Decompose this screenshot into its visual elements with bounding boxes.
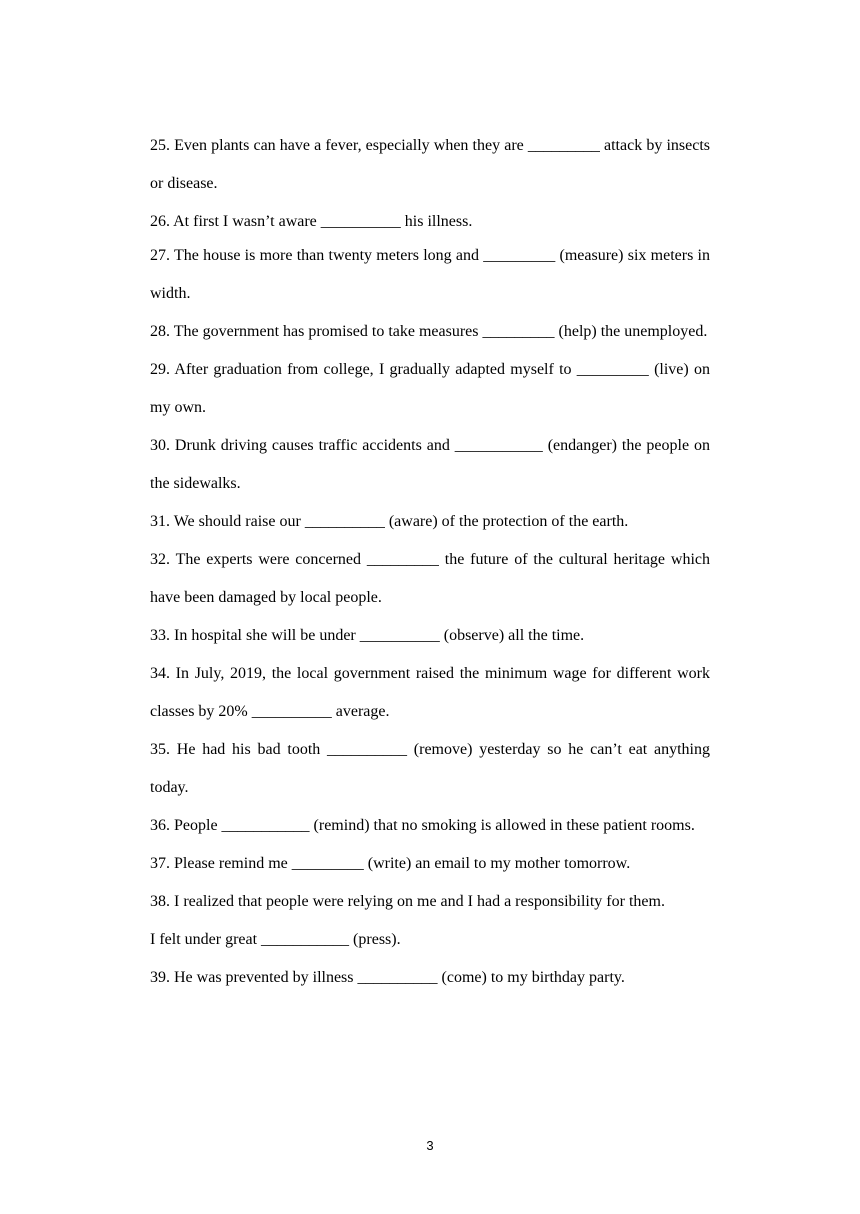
question-32: 32. The experts were concerned _________ the future of the cultural heritage which have been damaged by local people. (150, 551, 710, 606)
question-26: 26. At first I wasn’t aware __________ his illness. (150, 213, 473, 230)
question-25: 25. Even plants can have a fever, especially when they are _________ attack by insects or disease. (150, 137, 710, 192)
question-31: 31. We should raise our __________ (aware) of the protection of the earth. (150, 513, 629, 530)
question-38-line-2: I felt under great ___________ (press). (150, 931, 401, 948)
question-29: 29. After graduation from college, I gradually adapted myself to _________ (live) on my own. (150, 361, 710, 416)
question-30: 30. Drunk driving causes traffic accidents and ___________ (endanger) the people on the sidewalks. (150, 437, 710, 492)
page-number: 3 (426, 1138, 434, 1153)
question-35: 35. He had his bad tooth __________ (remove) yesterday so he can’t eat anything today. (150, 741, 710, 796)
question-33: 33. In hospital she will be under __________ (observe) all the time. (150, 627, 585, 644)
question-38-line-1: 38. I realized that people were relying on me and I had a responsibility for them. (150, 893, 665, 910)
question-37: 37. Please remind me _________ (write) an email to my mother tomorrow. (150, 855, 631, 872)
question-39: 39. He was prevented by illness __________ (come) to my birthday party. (150, 969, 625, 986)
question-38 (150, 883, 710, 959)
question-27: 27. The house is more than twenty meters long and _________ (measure) six meters in width. (150, 247, 710, 302)
question-34: 34. In July, 2019, the local government raised the minimum wage for different work classes by 20% __________ average. (150, 665, 710, 720)
question-36: 36. People ___________ (remind) that no smoking is allowed in these patient rooms. (150, 817, 695, 834)
question-28: 28. The government has promised to take measures _________ (help) the unemployed. (150, 323, 708, 340)
question-list (150, 127, 710, 997)
